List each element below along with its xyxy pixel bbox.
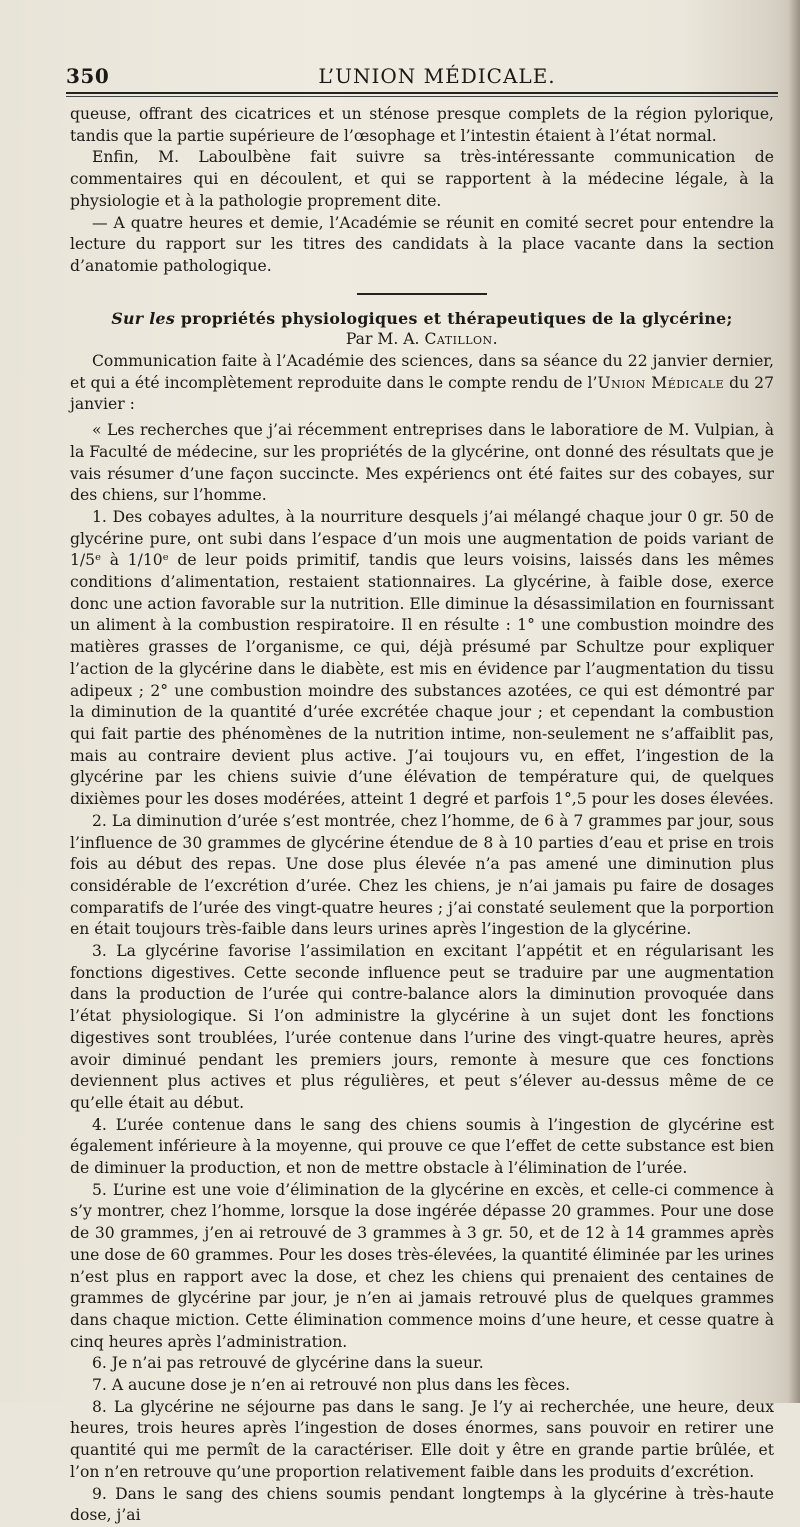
article-title-prefix: Sur les [111,308,176,328]
numbered-item-6: 6. Je n’ai pas retrouvé de glycérine dans la sueur. [92,1354,484,1373]
journal-name: Union Médicale [597,373,725,392]
page-header [66,58,778,98]
byline-prefix: Par M. A. [345,330,420,349]
intro-paragraph [70,351,774,416]
numbered-item-9: 9. Dans le sang des chiens soumis pendant longtemps à la glycérine à très-haute dose, j’ai [70,1484,774,1525]
intro-text: Communication faite à l’Académie des sciences, dans sa séance du 22 janvier dernier, et qui a été incomplètement reproduite dans le compte rendu de l’ [70,352,774,392]
numbered-item-1: 1. Des cobayes adultes, à la nourriture desquels j’ai mélangé chaque jour 0 gr. 50 de glycérine pure, ont subi dans l’espace d’un mois une augmentation de poids variant de 1/5ᵉ à 1/10ᵉ de leur poids primitif, tandis que leurs voisins, laissés dans les mêmes conditions d’alimentation, restaient stationnaires. La glycérine, à faible dose, exerce donc une action favorable sur la nutrition. Elle diminue la désassimilation en fournissant un aliment à la combustion respiratoire. Il en résulte : 1° une combustion moindre des matières grasses de l’organisme, ce qui, déjà présumé par Schultze pour expliquer l’action de la glycérine dans le diabète, est mis en évidence par l’augmentation du tissu adipeux ; 2° une combustion moindre des substances azotées, ce qui est démontré par la diminution de la quantité d’urée excrétée chaque jour ; et cependant la combustion qui fait partie des phénomènes de la nutrition intime, non-seulement ne s’affaiblit pas, mais au contraire devient plus active. J’ai toujours vu, en effet, l’ingestion de la glycérine par les chiens suivie d’une élévation de température qui, de quelques dixièmes pour les doses modérées, atteint 1 degré et parfois 1°,5 pour les doses élevées. [70,507,774,809]
numbered-item-4: 4. L’urée contenue dans le sang des chiens soumis à l’ingestion de glycérine est également inférieure à la moyenne, qui prouve ce que l’effet de cette substance est bien de diminuer la production, et non de mettre obstacle à l’élimination de l’urée. [70,1115,774,1178]
section-divider [357,293,487,295]
continuation-paragraph: — A quatre heures et demie, l’Académie se réunit en comité secret pour entendre la lecture du rapport sur les titres des candidats à la place vacante dans la section d’anatomie pathologique. [70,213,774,275]
article-title-main: propriétés physiologiques et thérapeutiques de la glycérine; [180,308,733,328]
page-number: 350 [66,64,110,88]
numbered-item-5: 5. L’urine est une voie d’élimination de la glycérine en excès, et celle-ci commence à s’y montrer, chez l’homme, lorsque la dose ingérée dépasse 20 grammes. Pour une dose de 30 grammes, j’en ai retrouvé de 3 grammes à 3 gr. 50, et de 12 à 14 grammes après une dose de 60 grammes. Pour les doses très-élevées, la quantité éliminée par les urines n’est plus en rapport avec la dose, et chez les chiens qui prenaient des centaines de grammes de glycérine par jour, je n’en ai jamais retrouvé plus de quelques grammes dans chaque miction. Cette élimination commence moins d’une heure, et cesse quatre à cinq heures après l’administration. [70,1180,774,1351]
continuation-paragraph: queuse, offrant des cicatrices et un sténose presque complets de la région pylorique, tandis que la partie supérieure de l’œsophage et l’intestin étaient à l’état normal. [70,105,774,145]
quote-opening-paragraph: « Les recherches que j’ai récemment entreprises dans le laboratiore de M. Vulpian, à la Faculté de médecine, sur les propriétés de la glycérine, ont donné des résultats que je vais résumer d’une façon succincte. Mes expériencs ont été faites sur des cobayes, sur des chiens, sur l’homme. [70,421,774,505]
article-title [70,308,774,330]
header-rule [66,92,778,97]
numbered-item-3: 3. La glycérine favorise l’assimilation en excitant l’appétit et en régularisant les fonctions digestives. Cette seconde influence peut se traduire par une augmentation dans la production de l’urée qui contre-balance alors la diminution provoquée dans l’état physiologique. Si l’on administre la glycérine à un sujet dont les fonctions digestives sont troublées, l’urée contenue dans l’urine des vingt-quatre heures, après avoir diminué pendant les premiers jours, remonte à mesure que ces fonctions deviennent plus actives et plus régulières, et peut s’élever au-dessus même de ce qu’elle était au début. [70,942,774,1112]
page-body [70,104,774,1527]
page-spine-shadow [788,0,800,1403]
continuation-paragraph: Enfin, M. Laboulbène fait suivre sa très-intéressante communication de commentaires qui en découlent, et qui se rapportent à la médecine légale, à la physiologie et à la pathologie proprement dite. [70,148,774,210]
numbered-item-7: 7. A aucune dose je n’en ai retrouvé non plus dans les fèces. [92,1376,571,1395]
author-name: Catillon. [424,330,499,349]
article-byline [70,329,774,351]
running-title: L’UNION MÉDICALE. [318,64,556,88]
intro-date: du 27 janvier : [70,373,774,414]
numbered-item-8: 8. La glycérine ne séjourne pas dans le sang. Je l’y ai recherchée, une heure, deux heures, trois heures après l’ingestion de doses énormes, sans pouvoir en retirer une quantité qui me permît de la caractériser. Elle doit y être en grande partie brûlée, et l’on n’en retrouve qu’une proportion relativement faible dans les produits d’excrétion. [70,1397,774,1481]
numbered-item-2: 2. La diminution d’urée s’est montrée, chez l’homme, de 6 à 7 grammes par jour, sous l’influence de 30 grammes de glycérine étendue de 8 à 10 parties d’eau et prise en trois fois au début des repas. Une dose plus élevée n’a pas amené une diminution plus considérable de l’excrétion d’urée. Chez les chiens, je n’ai jamais pu faire de dosages comparatifs de l’urée des vingt-quatre heures ; j’ai constaté seulement que la porportion en était toujours très-faible dans leurs urines après l’ingestion de la glycérine. [70,811,774,939]
